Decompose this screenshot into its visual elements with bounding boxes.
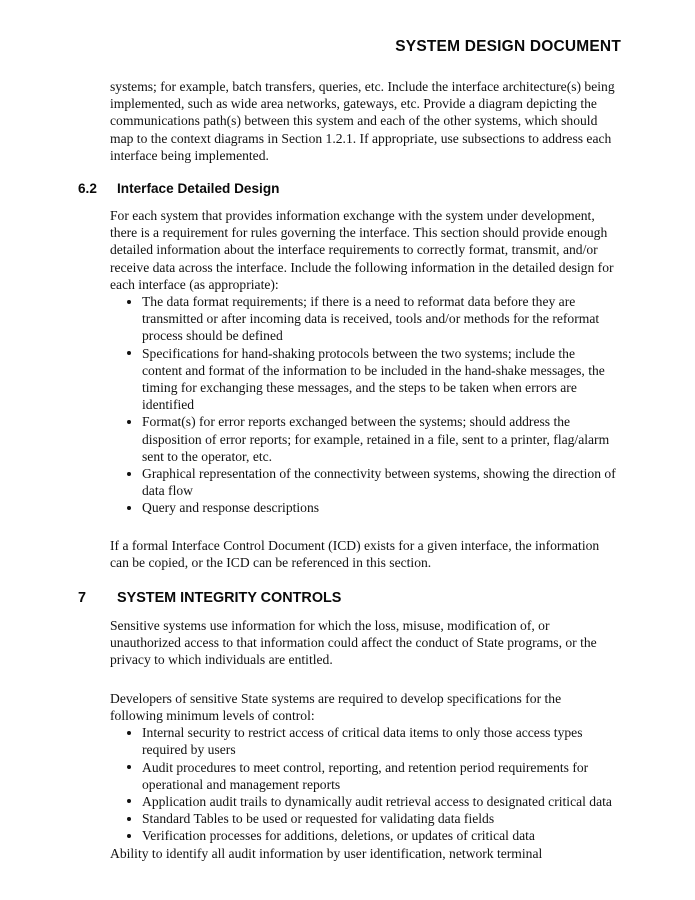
bullet-point-icon	[127, 300, 131, 304]
list-item	[0, 793, 695, 810]
list-item-text: Application audit trails to dynamically audit retrieval access to designated critical data	[142, 793, 612, 809]
list-item	[0, 827, 695, 844]
list-item-text: Standard Tables to be used or requested for validating data fields	[142, 811, 495, 827]
section-6-2-bullet-list	[0, 293, 695, 517]
list-item	[0, 413, 695, 465]
section-title-6-2: Interface Detailed Design	[117, 181, 280, 197]
section-number-7: 7	[78, 590, 87, 607]
bullet-point-icon	[127, 506, 131, 510]
section-6-2-paragraph: For each system that provides information exchange with the system under development, there is a requirement for rules governing the interface. This section should provide enough detailed information about the interface requirements to correctly format, transmit, and/or receive data across the interface. Include the following information in the detailed design for each interface (as appropriate):	[110, 208, 614, 292]
list-item-text: Audit procedures to meet control, reporting, and retention period requirements for operational and management reports	[142, 759, 589, 792]
list-item-text: Internal security to restrict access of critical data items to only those access types required by users	[142, 725, 583, 758]
section-number-6-2: 6.2	[78, 181, 97, 197]
section-7-paragraph-1: Sensitive systems use information for which the loss, misuse, modification of, or unauthorized access to that information could affect the conduct of State programs, or the privacy to which individuals are entitled.	[110, 618, 597, 668]
section-7-trailing-line: Ability to identify all audit information by user identification, network terminal	[110, 845, 543, 861]
bullet-point-icon	[127, 472, 131, 476]
bullet-point-icon	[127, 799, 131, 803]
page-running-header: SYSTEM DESIGN DOCUMENT	[395, 38, 621, 55]
list-item-text: Verification processes for additions, deletions, or updates of critical data	[142, 828, 535, 844]
list-item-text: The data format requirements; if there is a need to reformat data before they are transmitted or after incoming data is received, tools and/or methods for the reformat process should be defined	[142, 294, 600, 344]
section-heading-7	[0, 590, 695, 606]
intro-paragraph: systems; for example, batch transfers, queries, etc. Include the interface architecture(s) being implemented, such as wide area networks, gateways, etc. Provide a diagram depicting the communications path(s) between this system and each of the other systems, which should map to the context diagrams in Section 1.2.1. If appropriate, use subsections to address each interface being implemented.	[110, 79, 615, 163]
list-item	[0, 293, 695, 345]
list-item	[0, 499, 695, 516]
section-7-paragraph-2: Developers of sensitive State systems are required to develop specifications for the following minimum levels of control:	[110, 690, 562, 723]
bullet-point-icon	[127, 817, 131, 821]
list-item	[0, 759, 695, 793]
document-content	[0, 78, 695, 862]
bullet-point-icon	[127, 351, 131, 355]
list-item-text: Graphical representation of the connectivity between systems, showing the direction of data flow	[142, 466, 616, 499]
section-7-bullet-list	[0, 724, 695, 844]
list-item-text: Format(s) for error reports exchanged between the systems; should address the disposition of error reports; for example, retained in a file, sent to a printer, flag/alarm sent to the operator, etc.	[142, 414, 610, 464]
bullet-point-icon	[127, 834, 131, 838]
list-item	[0, 465, 695, 499]
list-item	[0, 724, 695, 758]
section-6-2-closing-paragraph: If a formal Interface Control Document (ICD) exists for a given interface, the information can be copied, or the ICD can be referenced in this section.	[110, 537, 600, 570]
bullet-point-icon	[127, 765, 131, 769]
list-item-text: Specifications for hand-shaking protocols between the two systems; include the content and format of the information to be included in the hand-shake messages, the timing for exchanging these messages, and the steps to be taken when errors are identified	[142, 345, 605, 413]
section-title-7: SYSTEM INTEGRITY CONTROLS	[117, 590, 342, 607]
list-item-text: Query and response descriptions	[142, 500, 320, 516]
list-item	[0, 345, 695, 414]
bullet-point-icon	[127, 420, 131, 424]
bullet-point-icon	[127, 731, 131, 735]
list-item	[0, 810, 695, 827]
section-heading-6-2	[0, 181, 695, 196]
